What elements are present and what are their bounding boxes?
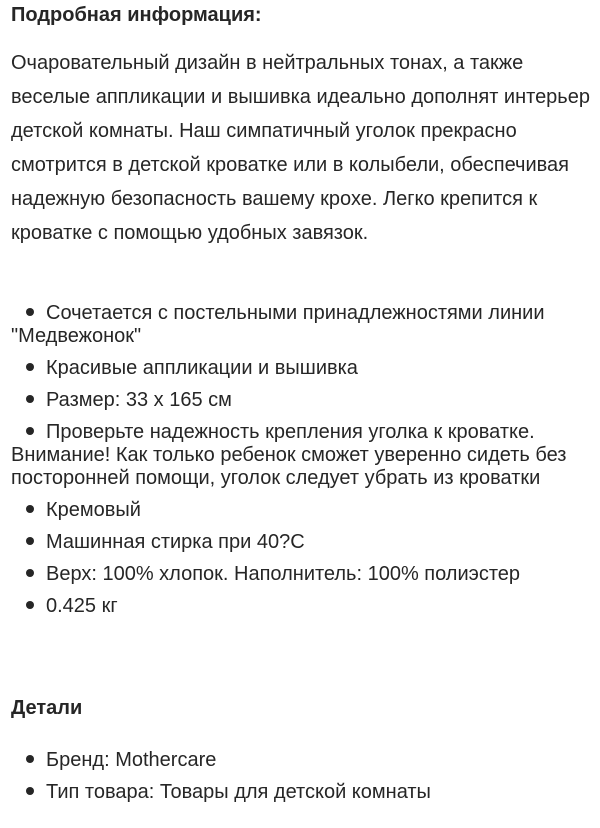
feature-item <box>11 595 600 618</box>
feature-item <box>11 389 600 412</box>
feature-text: Верх: 100% хлопок. Наполнитель: 100% полиэстер <box>46 563 521 585</box>
bullet-icon <box>26 601 34 609</box>
extra-details-list <box>11 749 600 813</box>
feature-text: Красивые аппликации и вышивка <box>46 357 358 379</box>
feature-item <box>11 499 600 522</box>
feature-item <box>11 421 600 490</box>
brand-text: Бренд: Mothercare <box>46 749 217 771</box>
product-description: Очаровательный дизайн в нейтральных тонах, а также веселые аппликации и вышивка идеально дополнят интерьер детской комнаты. Наш симпатичный уголок прекрасно смотрится в детской кроватке или в колыбели, обеспечивая надежную безопасность вашему крохе. Легко крепится к кроватке с помощью удобных завязок. <box>11 52 590 244</box>
feature-text: Проверьте надежность крепления уголка к кроватке. Внимание! Как только ребенок сможет уверенно сидеть без посторонней помощи, уголок следует убрать из кроватки <box>11 421 567 489</box>
feature-item <box>11 302 600 348</box>
extra-item <box>11 781 600 804</box>
feature-item <box>11 563 600 586</box>
feature-item <box>11 531 600 554</box>
bullet-icon <box>26 755 34 763</box>
feature-text: Размер: 33 x 165 см <box>46 389 232 411</box>
feature-text: 0.425 кг <box>46 595 118 617</box>
bullet-icon <box>26 308 34 316</box>
feature-text: Кремовый <box>46 499 141 521</box>
feature-text: Сочетается с постельными принадлежностями линии "Медвежонок" <box>11 302 545 347</box>
extra-details-heading: Детали <box>11 697 83 719</box>
bullet-icon <box>26 569 34 577</box>
bullet-icon <box>26 363 34 371</box>
extra-item <box>11 749 600 772</box>
bullet-icon <box>26 787 34 795</box>
feature-text: Машинная стирка при 40?C <box>46 531 305 553</box>
feature-item <box>11 357 600 380</box>
bullet-icon <box>26 395 34 403</box>
details-heading: Подробная информация: <box>11 4 262 26</box>
feature-list <box>11 302 600 627</box>
product-type-text: Тип товара: Товары для детской комнаты <box>46 781 431 803</box>
bullet-icon <box>26 505 34 513</box>
bullet-icon <box>26 537 34 545</box>
bullet-icon <box>26 427 34 435</box>
